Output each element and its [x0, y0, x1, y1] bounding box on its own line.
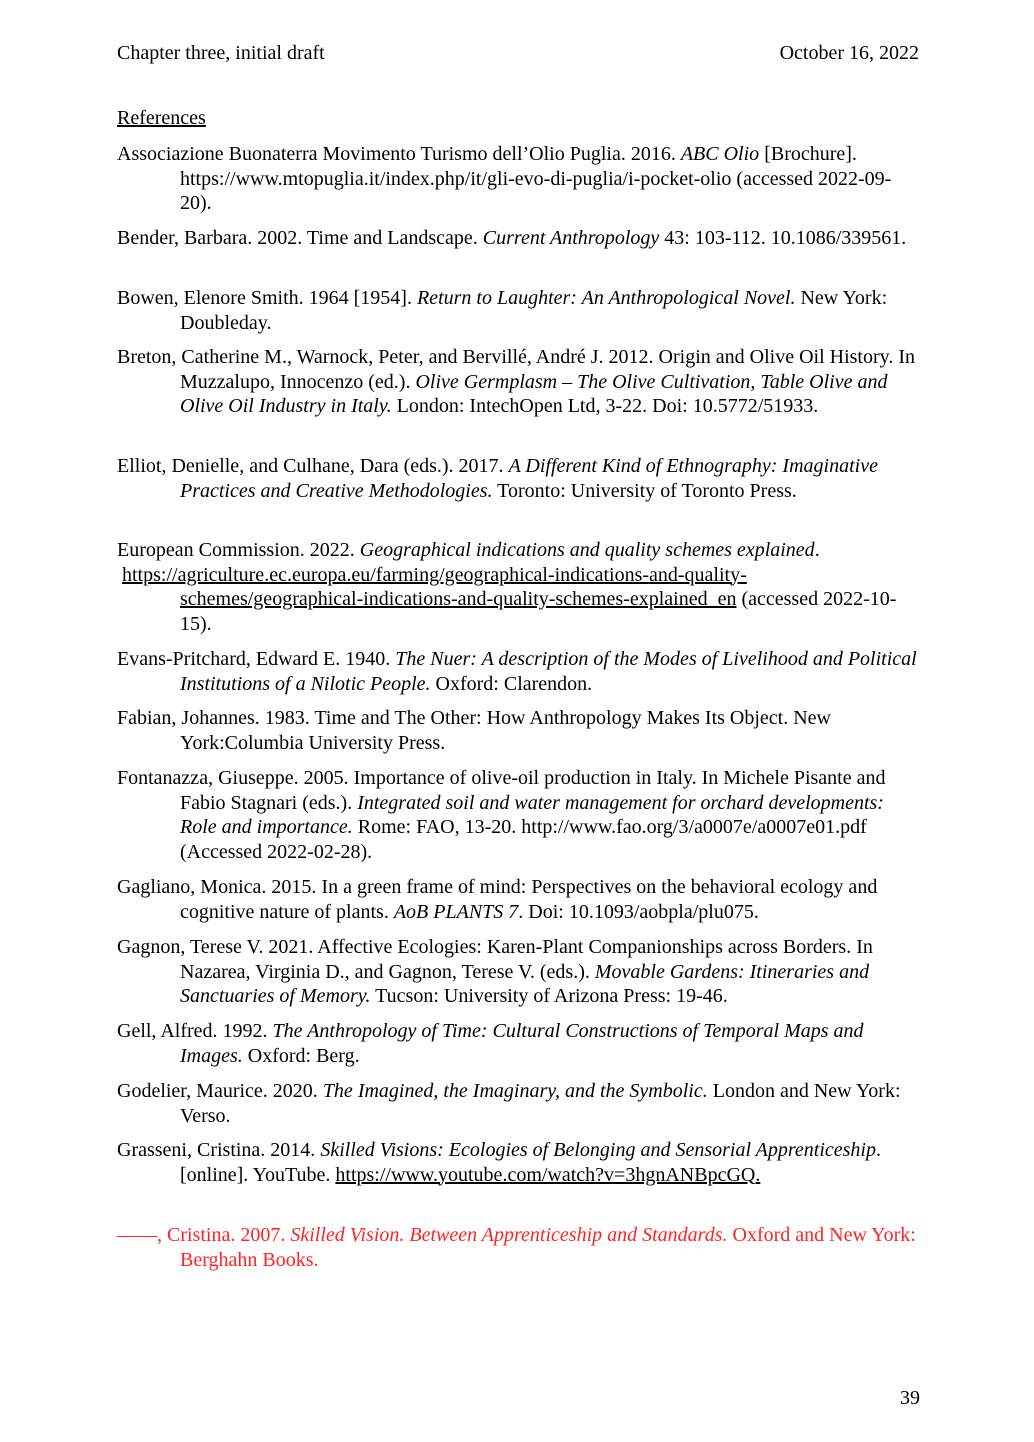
- page-number: 39: [900, 1387, 920, 1409]
- reference-entry-gagliano: Gagliano, Monica. 2015. In a green frame of mind: Perspectives on the behavioral ecology and cognitive nature of plants. AoB PLANTS 7. Doi: 10.1093/aobpla/plu075.: [117, 876, 878, 923]
- reference-entry-grasseni-2007: ——, Cristina. 2007. Skilled Vision. Between Apprenticeship and Standards. Oxford and New York: Berghahn Books.: [117, 1224, 916, 1271]
- running-header-title: Chapter three, initial draft: [117, 42, 325, 64]
- reference-link[interactable]: https://agriculture.ec.europa.eu/farming/geographical-indications-and-quality-: [122, 563, 747, 586]
- reference-link-continued[interactable]: schemes/geographical-indications-and-quality-schemes-explained_en: [180, 588, 737, 610]
- reference-entry-european-commission: European Commission. 2022. Geographical indications and quality schemes explained. https://agriculture.ec.europa.eu/farming/geographical-indications-and-quality- schemes/geographical-indications-and-quality-schemes-explained_en (accessed 2022-10-15).: [117, 538, 922, 636]
- reference-entry-evans-pritchard: Evans-Pritchard, Edward E. 1940. The Nuer: A description of the Modes of Livelihood and Political Institutions of a Nilotic People. Oxford: Clarendon.: [117, 648, 917, 695]
- reference-entry-gagnon: Gagnon, Terese V. 2021. Affective Ecologies: Karen-Plant Companionships across Borders. In Nazarea, Virginia D., and Gagnon, Terese V. (eds.). Movable Gardens: Itineraries and Sanctuaries of Memory. Tucson: University of Arizona Press: 19-46.: [117, 936, 873, 1007]
- reference-entry-buonaterra: Associazione Buonaterra Movimento Turismo dell’Olio Puglia. 2016. ABC Olio [Brochure]. https://www.mtopuglia.it/index.php/it/gli-evo-di-puglia/i-pocket-olio (accessed 2022-09-20).: [117, 143, 892, 214]
- reference-entry-godelier: Godelier, Maurice. 2020. The Imagined, the Imaginary, and the Symbolic. London and New York: Verso.: [117, 1080, 901, 1127]
- reference-entry-gell: Gell, Alfred. 1992. The Anthropology of Time: Cultural Constructions of Temporal Maps and Images. Oxford: Berg.: [117, 1020, 864, 1067]
- reference-entry-breton: Breton, Catherine M., Warnock, Peter, and Bervillé, André J. 2012. Origin and Olive Oil History. In Muzzalupo, Innocenzo (ed.). Olive Germplasm – The Olive Cultivation, Table Olive and Olive Oil Industry in Italy. London: IntechOpen Ltd, 3-22. Doi: 10.5772/51933.: [117, 346, 915, 417]
- reference-entry-elliot: Elliot, Denielle, and Culhane, Dara (eds.). 2017. A Different Kind of Ethnography: Imaginative Practices and Creative Methodologies. Toronto: University of Toronto Press.: [117, 455, 878, 502]
- reference-link[interactable]: https://www.youtube.com/watch?v=3hgnANBpcGQ.: [335, 1163, 761, 1186]
- reference-entry-fontanazza: Fontanazza, Giuseppe. 2005. Importance of olive-oil production in Italy. In Michele Pisante and Fabio Stagnari (eds.). Integrated soil and water management for orchard developments: Role and importance. Rome: FAO, 13-20. http://www.fao.org/3/a0007e/a0007e01.pdf (Accessed 2022-02-28).: [117, 767, 886, 863]
- reference-entry-bender: Bender, Barbara. 2002. Time and Landscape. Current Anthropology 43: 103-112. 10.1086/339561.: [117, 227, 907, 249]
- reference-entry-grasseni-2014: Grasseni, Cristina. 2014. Skilled Visions: Ecologies of Belonging and Sensorial Apprenticeship. [online]. YouTube. https://www.youtube.com/watch?v=3hgnANBpcGQ.: [117, 1139, 881, 1186]
- reference-entry-fabian: Fabian, Johannes. 1983. Time and The Other: How Anthropology Makes Its Object. New York:Columbia University Press.: [117, 707, 831, 754]
- reference-entry-bowen: Bowen, Elenore Smith. 1964 [1954]. Return to Laughter: An Anthropological Novel. New York: Doubleday.: [117, 287, 888, 334]
- running-header-date: October 16, 2022: [779, 42, 919, 64]
- references-heading: References: [117, 107, 206, 129]
